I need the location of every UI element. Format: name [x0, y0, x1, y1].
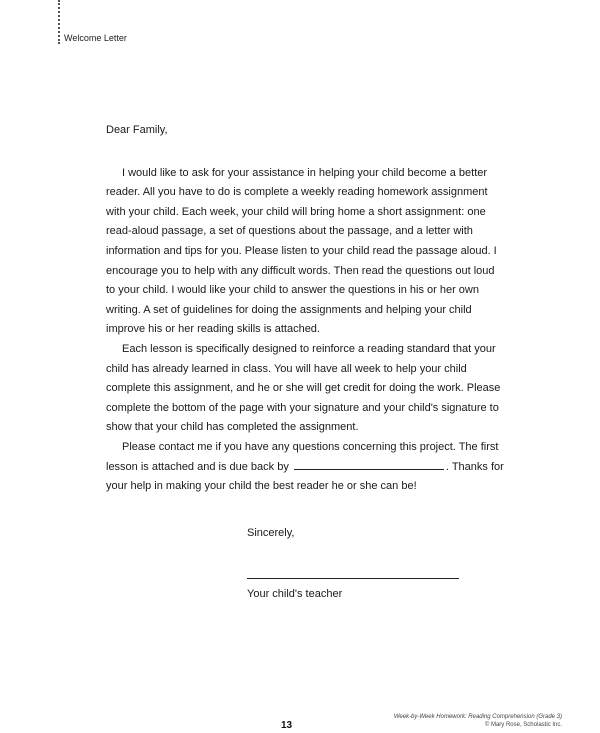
series-title: Week-by-Week Homework: Reading Comprehension (Grade 3)	[393, 714, 562, 720]
due-date-blank[interactable]	[294, 459, 444, 470]
letter-body	[106, 121, 506, 497]
paragraph-lesson: Each lesson is specifically designed to reinforce a reading standard that your child has already learned in class. You will have all week to help your child complete this assignment, and he or she will get credit for doing the work. Please complete the bottom of the page with your signature and your child's signature to show that your child has completed the assignment.	[106, 342, 501, 434]
paragraph-assistance: I would like to ask for your assistance in helping your child become a better reader. All you have to do is complete a weekly reading homework assignment with your child. Each week, your child will bring home a short assignment: one read-aloud passage, a set of questions about the passage, and a letter with information and tips for you. Please listen to your child read the passage aloud. I encourage you to help with any difficult words. Then read the questions out loud to your child. I would like your child to answer the questions in his or her own writing. A set of guidelines for doing the assignments and helping your child improve his or her reading skills is attached.	[106, 166, 497, 336]
page-number: 13	[281, 720, 293, 731]
closing: Sincerely,	[247, 527, 295, 539]
section-label: Welcome Letter	[64, 33, 127, 43]
copyright: © Mary Rose, Scholastic Inc.	[484, 722, 562, 728]
salutation: Dear Family,	[106, 124, 168, 136]
footer-credits	[394, 713, 562, 729]
contact-text: Please contact me if you have any questions concerning this project. The first lesson is attached and is due back by	[106, 440, 499, 473]
signature-line[interactable]	[247, 578, 459, 579]
paragraph-contact	[106, 438, 506, 497]
thanks-text: . Thanks for your help in making your child the best reader he or she can be!	[106, 460, 504, 493]
signature-label: Your child's teacher	[247, 588, 343, 600]
dotted-margin-rule	[58, 0, 60, 44]
